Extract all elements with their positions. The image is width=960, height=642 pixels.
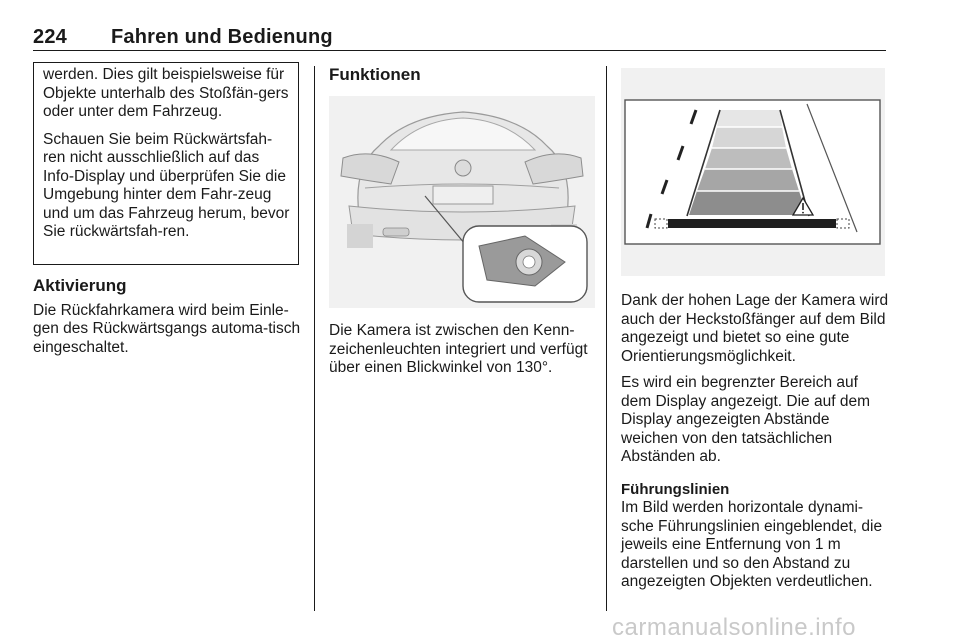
page-number: 224 xyxy=(33,26,67,48)
column-divider-left xyxy=(314,66,315,611)
funktionen-caption-block xyxy=(329,322,597,386)
car-rear-illustration xyxy=(329,96,595,308)
page-header xyxy=(33,26,333,49)
fuehrungslinien-text: Im Bild werden horizontale dynami-sche Führungslinien eingeblendet, die jeweils eine Entfernung von 1 m darstellen und so den Abstand zu angezeigten Objekten verdeutlichen. xyxy=(621,499,883,590)
left-column-section xyxy=(33,277,301,365)
warning-box xyxy=(33,62,299,265)
section-heading-funktionen: Funktionen xyxy=(329,65,421,84)
right-paragraph-2: Es wird ein begrenzter Bereich auf dem Display angezeigt. Die auf dem Display angezeigten Abstände weichen von den tatsächlichen Abständen ab. xyxy=(621,374,870,465)
header-rule xyxy=(33,50,886,51)
subheading-fuehrungslinien: Führungslinien xyxy=(621,480,730,498)
section-heading-aktivierung: Aktivierung xyxy=(33,276,127,295)
aktivierung-text: Die Rückfahrkamera wird beim Einle-gen des Rückwärtsgangs automa-tisch eingeschaltet. xyxy=(33,301,301,356)
column-divider-right xyxy=(606,66,607,611)
watermark: carmanualsonline.info xyxy=(612,614,856,641)
middle-column xyxy=(329,66,595,85)
funktionen-caption: Die Kamera ist zwischen den Kenn-zeichenleuchten integriert und verfügt über einen Blickwinkel von 130°. xyxy=(329,322,588,376)
warning-paragraph-1: werden. Dies gilt beispielsweise für Objekte unterhalb des Stoßfän-gers oder unter dem Fahrzeug. xyxy=(43,66,289,120)
right-column xyxy=(621,292,889,600)
warning-paragraph-2: Schauen Sie beim Rückwärtsfah-ren nicht ausschließlich auf das Info-Display und überprüfen Sie die Umgebung hinter dem Fahr-zeug und um das Fahrzeug herum, bevor Sie rückwärtsfah-ren. xyxy=(43,130,290,240)
page-title: Fahren und Bedienung xyxy=(111,26,333,48)
right-paragraph-1: Dank der hohen Lage der Kamera wird auch der Heckstoßfänger auf dem Bild angezeigt und bietet so eine gute Orientierungsmöglichkeit. xyxy=(621,292,889,365)
rearview-camera-display-figure xyxy=(621,68,885,276)
